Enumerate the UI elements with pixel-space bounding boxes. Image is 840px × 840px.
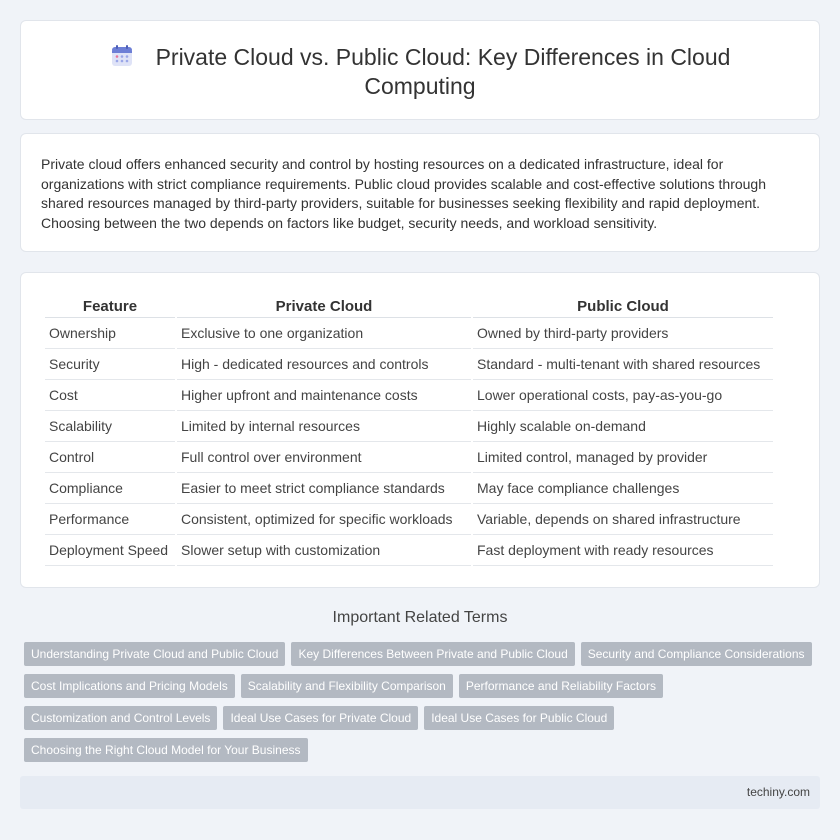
title-card <box>20 20 820 120</box>
table-cell: Scalability <box>45 411 175 442</box>
related-term-tag[interactable]: Cost Implications and Pricing Models <box>24 674 235 698</box>
table-cell: Fast deployment with ready resources <box>473 535 773 566</box>
related-terms-title: Important Related Terms <box>332 609 508 626</box>
related-term-tag[interactable]: Choosing the Right Cloud Model for Your Business <box>24 738 308 762</box>
header-private-cloud: Private Cloud <box>177 296 471 318</box>
table-cell: Higher upfront and maintenance costs <box>177 380 471 411</box>
header-feature: Feature <box>45 296 175 318</box>
related-term-tag[interactable]: Security and Compliance Considerations <box>581 642 812 666</box>
related-term-tag[interactable]: Ideal Use Cases for Public Cloud <box>424 706 614 730</box>
table-row <box>45 318 773 349</box>
table-header-row <box>45 296 773 318</box>
table-cell: Limited by internal resources <box>177 411 471 442</box>
table-cell: Compliance <box>45 473 175 504</box>
tag-row <box>24 674 824 706</box>
table-row <box>45 411 773 442</box>
table-cell: Ownership <box>45 318 175 349</box>
table-cell: Highly scalable on-demand <box>473 411 773 442</box>
table-cell: Owned by third-party providers <box>473 318 773 349</box>
table-row <box>45 504 773 535</box>
related-term-tag[interactable]: Customization and Control Levels <box>24 706 217 730</box>
page-title-wrap <box>21 43 819 101</box>
comparison-table-card <box>20 272 820 588</box>
table-row <box>45 380 773 411</box>
related-term-tag[interactable]: Key Differences Between Private and Public Cloud <box>291 642 574 666</box>
comparison-table <box>43 296 775 566</box>
related-term-tag[interactable]: Understanding Private Cloud and Public Cloud <box>24 642 285 666</box>
table-cell: Security <box>45 349 175 380</box>
intro-card <box>20 133 820 252</box>
table-cell: Variable, depends on shared infrastructure <box>473 504 773 535</box>
related-terms-tags <box>24 642 824 770</box>
table-row <box>45 442 773 473</box>
related-term-tag[interactable]: Performance and Reliability Factors <box>459 674 663 698</box>
table-cell: Standard - multi-tenant with shared resources <box>473 349 773 380</box>
tag-row <box>24 706 824 738</box>
table-cell: Limited control, managed by provider <box>473 442 773 473</box>
footer <box>20 776 820 809</box>
table-cell: Full control over environment <box>177 442 471 473</box>
table-cell: Cost <box>45 380 175 411</box>
page-title: Private Cloud vs. Public Cloud: Key Differences in Cloud Computing <box>155 44 731 99</box>
table-cell: Performance <box>45 504 175 535</box>
tag-row <box>24 642 824 674</box>
table-cell: Exclusive to one organization <box>177 318 471 349</box>
calendar-icon <box>110 44 134 68</box>
table-cell: Lower operational costs, pay-as-you-go <box>473 380 773 411</box>
related-term-tag[interactable]: Ideal Use Cases for Private Cloud <box>223 706 418 730</box>
table-cell: Easier to meet strict compliance standards <box>177 473 471 504</box>
tag-row <box>24 738 824 770</box>
table-cell: Deployment Speed <box>45 535 175 566</box>
table-cell: High - dedicated resources and controls <box>177 349 471 380</box>
table-row <box>45 535 773 566</box>
table-row <box>45 349 773 380</box>
intro-paragraph: Private cloud offers enhanced security and control by hosting resources on a dedicated infrastructure, ideal for organizations with strict compliance requirements. Public cloud provides scalable and cost-effective solutions through shared resources managed by third-party providers, suitable for businesses seeking flexibility and rapid deployment. Choosing between the two depends on factors like budget, security needs, and workload sensitivity. <box>41 156 767 231</box>
table-row <box>45 473 773 504</box>
table-cell: May face compliance challenges <box>473 473 773 504</box>
related-term-tag[interactable]: Scalability and Flexibility Comparison <box>241 674 453 698</box>
table-cell: Consistent, optimized for specific workloads <box>177 504 471 535</box>
table-cell: Control <box>45 442 175 473</box>
footer-site-link[interactable]: techiny.com <box>746 785 810 799</box>
header-public-cloud: Public Cloud <box>473 296 773 318</box>
table-cell: Slower setup with customization <box>177 535 471 566</box>
